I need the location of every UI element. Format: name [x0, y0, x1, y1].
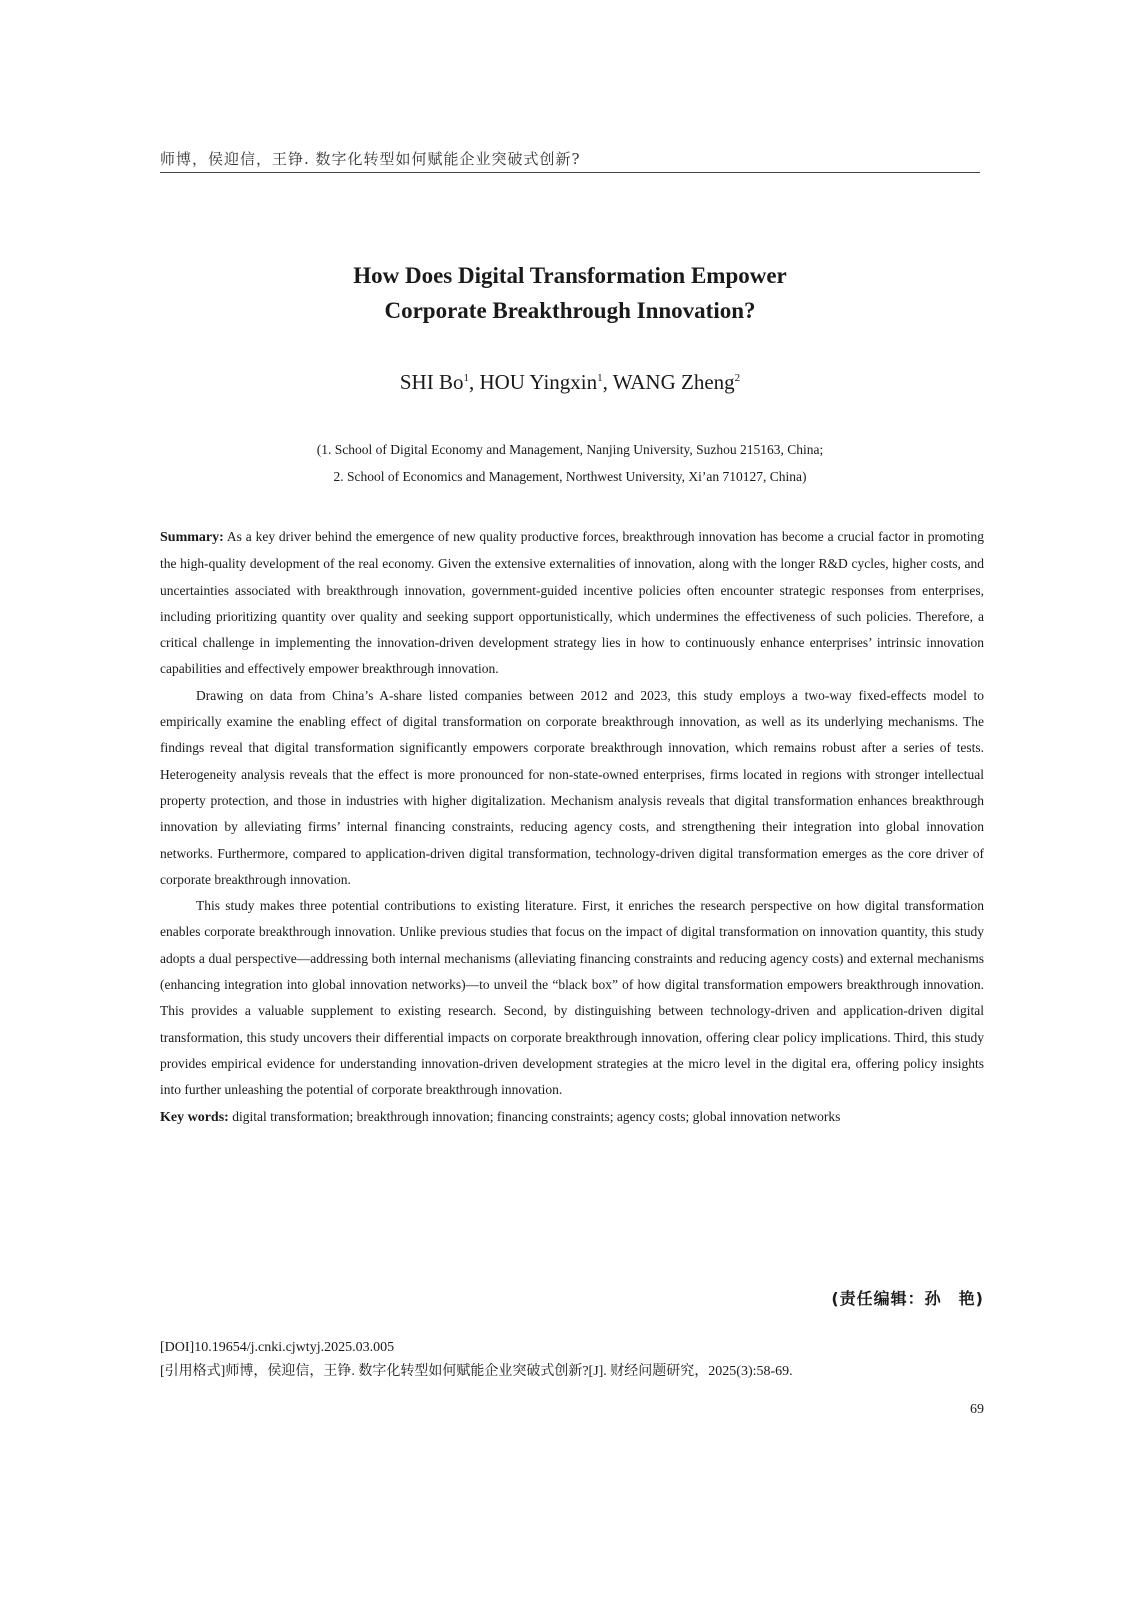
author-name: WANG Zheng — [612, 370, 735, 394]
summary-label: Summary: — [160, 530, 224, 545]
keywords-text: digital transformation; breakthrough innovation; financing constraints; agency costs; global innovation networks — [232, 1108, 841, 1124]
author-affiliation-mark: 1 — [597, 372, 603, 384]
title-line-2: Corporate Breakthrough Innovation? — [384, 298, 756, 323]
doi-line: [DOI]10.19654/j.cnki.cjwtyj.2025.03.005 — [160, 1340, 395, 1355]
page-number: 69 — [970, 1402, 984, 1417]
header-divider — [160, 172, 980, 173]
author-separator: , — [468, 370, 480, 394]
keywords-label: Key words: — [160, 1109, 229, 1125]
author-name: SHI Bo — [399, 370, 464, 394]
summary-paragraph-1 — [160, 524, 984, 683]
author-separator: , — [602, 370, 613, 394]
summary-paragraph-2: Drawing on data from China’s A-share listed companies between 2012 and 2023, this study employs a two-way fixed-effects model to empirically examine the enabling effect of digital transformation on corporate breakthrough innovation, as well as its underlying mechanisms. The findings reveal that digital transformation significantly empowers corporate breakthrough innovation, which remains robust after a series of tests. Heterogeneity analysis reveals that the effect is more pronounced for non-state-owned enterprises, firms located in regions with stronger intellectual property protection, and those in industries with higher digitalization. Mechanism analysis reveals that digital transformation enhances breakthrough innovation by alleviating firms’ internal financing constraints, reducing agency costs, and strengthening their integration into global innovation networks. Furthermore, compared to application-driven digital transformation, technology-driven digital transformation emerges as the core driver of corporate breakthrough innovation. — [160, 687, 984, 887]
citation-line: [引用格式]师博，侯迎信，王铮. 数字化转型如何赋能企业突破式创新?[J]. 财经问题研究，2025(3):58-69. — [160, 1364, 793, 1379]
affiliations — [160, 436, 980, 490]
paper-title — [160, 258, 980, 328]
abstract — [160, 524, 984, 1131]
author-affiliation-mark: 2 — [734, 372, 741, 384]
affiliation-1: (1. School of Digital Economy and Management, Nanjing University, Suzhou 215163, China; — [316, 442, 824, 457]
summary-text-1: As a key driver behind the emergence of new quality productive forces, breakthrough innovation has become a crucial factor in promoting the high-quality development of the real economy. Given the extensive externalities of innovation, along with the longer R&D cycles, higher costs, and uncertainties associated with breakthrough innovation, government-guided incentive policies often encounter strategic responses from enterprises, including prioritizing quantity over quality and seeking support opportunistically, which undermines the effectiveness of such policies. Therefore, a critical challenge in implementing the innovation-driven development strategy lies in how to continuously enhance enterprises’ intrinsic innovation capabilities and effectively empower breakthrough innovation. — [160, 529, 984, 677]
reference-info — [160, 1336, 980, 1384]
keywords-paragraph — [160, 1104, 984, 1131]
author-name: HOU Yingxin — [479, 370, 598, 394]
summary-paragraph-3: This study makes three potential contributions to existing literature. First, it enriches the research perspective on how digital transformation enables corporate breakthrough innovation. Unlike previous studies that focus on the impact of digital transformation on innovation quantity, this study adopts a dual perspective—addressing both internal mechanisms (alleviating financing constraints and reducing agency costs) and external mechanisms (enhancing integration into global innovation networks)—to unveil the “black box” of how digital transformation empowers breakthrough innovation. This provides a valuable supplement to existing research. Second, by distinguishing between technology-driven and application-driven digital transformation, this study uncovers their differential impacts on corporate breakthrough innovation, offering clear policy implications. Third, this study provides empirical evidence for understanding innovation-driven development strategies at the micro level in the digital era, offering policy insights into further unleashing the potential of corporate breakthrough innovation. — [160, 898, 984, 1098]
author-affiliation-mark: 1 — [463, 372, 469, 384]
responsible-editor: (责任编辑：孙 艳) — [831, 1289, 984, 1308]
running-head: 师博，侯迎信，王铮. 数字化转型如何赋能企业突破式创新? — [160, 150, 581, 168]
title-line-1: How Does Digital Transformation Empower — [353, 263, 787, 288]
affiliation-2: 2. School of Economics and Management, Northwest University, Xi’an 710127, China) — [333, 469, 807, 484]
author-list — [160, 370, 980, 395]
